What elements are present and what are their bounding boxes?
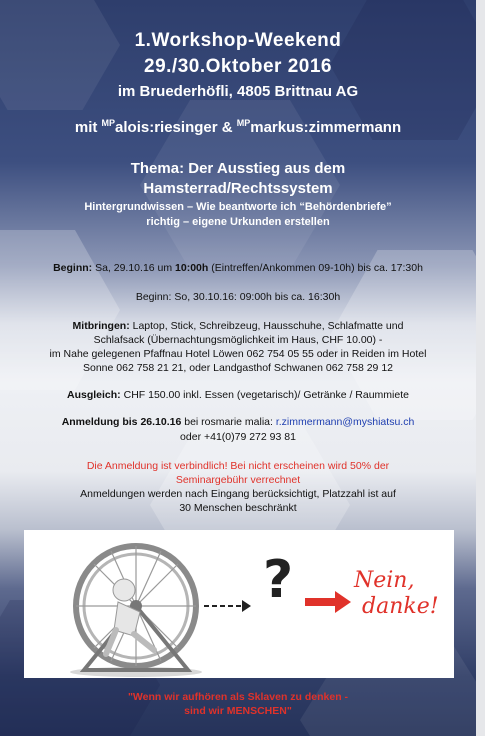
quote-line-1: "Wenn wir aufhören als Sklaven zu denken - [127, 691, 349, 703]
anmeldung-phone: oder +41(0)79 272 93 81 [180, 431, 296, 443]
mitbringen-line-2: Schlafsack (Übernachtungsmöglichkeit im Haus, CHF 10.00) - [93, 334, 383, 346]
ausgleich-label: Ausgleich: [67, 389, 121, 401]
mitbringen-line-1 [0, 320, 476, 332]
mp-mark: MP [101, 118, 116, 128]
mitbringen-text: Laptop, Stick, Schreibzeug, Hausschuhe, Schlafmatte und [129, 320, 404, 332]
host-name-1: alois:riesinger & [115, 119, 237, 136]
notice-line-1: Anmeldungen werden nach Eingang berücksichtigt, Platzzahl ist auf [80, 488, 396, 500]
thema-sub-1: Hintergrundwissen – Wie beantworte ich “Behördenbriefe” [84, 201, 392, 213]
question-mark: ? [263, 550, 294, 610]
title-line-1: 1.Workshop-Weekend [134, 30, 342, 51]
hosts-line [0, 118, 476, 136]
title-line-2: 29./30.Oktober 2016 [144, 56, 332, 77]
thema-line-2: Hamsterrad/Rechtssystem [143, 180, 333, 197]
page-edge [476, 0, 485, 736]
anmeldung-label: Anmeldung bis 26.10.16 [61, 416, 182, 428]
beginn-sunday: Beginn: So, 30.10.16: 09:00h bis ca. 16:30h [135, 291, 341, 303]
arrow-right-icon [202, 596, 252, 616]
ausgleich-text: CHF 150.00 inkl. Essen (vegetarisch)/ Getränke / Raummiete [120, 389, 409, 401]
quote-line-2: sind wir MENSCHEN" [184, 705, 292, 717]
danke-text: danke! [362, 594, 439, 619]
beginn-label: Beginn: [53, 262, 93, 274]
venue: im Bruederhöfli, 4805 Brittnau AG [117, 83, 359, 100]
beginn-details: (Eintreffen/Ankommen 09-10h) bis ca. 17:30h [208, 262, 423, 274]
beginn-time: 10:00h [175, 262, 209, 274]
notice-line-2: 30 Menschen beschränkt [179, 502, 297, 514]
host-name-2: markus:zimmermann [250, 119, 402, 136]
beginn-saturday [0, 262, 476, 274]
thema-sub-2: richtig – eigene Urkunden erstellen [146, 216, 330, 228]
mp-mark: MP [236, 118, 251, 128]
ausgleich-line [0, 389, 476, 401]
beginn-date: Sa, 29.10.16 um [92, 262, 176, 274]
email-link[interactable]: r.zimmermann@myshiatsu.ch [275, 416, 415, 428]
anmeldung-line [0, 416, 476, 428]
mitbringen-line-3: im Nahe gelegenen Pfaffnau Hotel Löwen 062 754 05 55 oder in Reiden im Hotel [49, 348, 427, 360]
arrow-right-icon [303, 590, 353, 614]
mitbringen-label: Mitbringen: [72, 320, 130, 332]
notice-red-2: Seminargebühr verrechnet [175, 474, 301, 486]
thema-line-1: Thema: Der Ausstieg aus dem [130, 160, 346, 177]
hosts-prefix: mit [74, 119, 102, 136]
notice-red-1: Die Anmeldung ist verbindlich! Bei nicht erscheinen wird 50% der [86, 460, 390, 472]
mitbringen-line-4: Sonne 062 758 21 21, oder Landgasthof Schwanen 062 758 29 12 [82, 362, 393, 374]
anmeldung-text: bei rosmarie malia: [181, 416, 276, 428]
nein-text: Nein, [354, 568, 415, 593]
hamster-wheel-illustration [24, 530, 454, 678]
